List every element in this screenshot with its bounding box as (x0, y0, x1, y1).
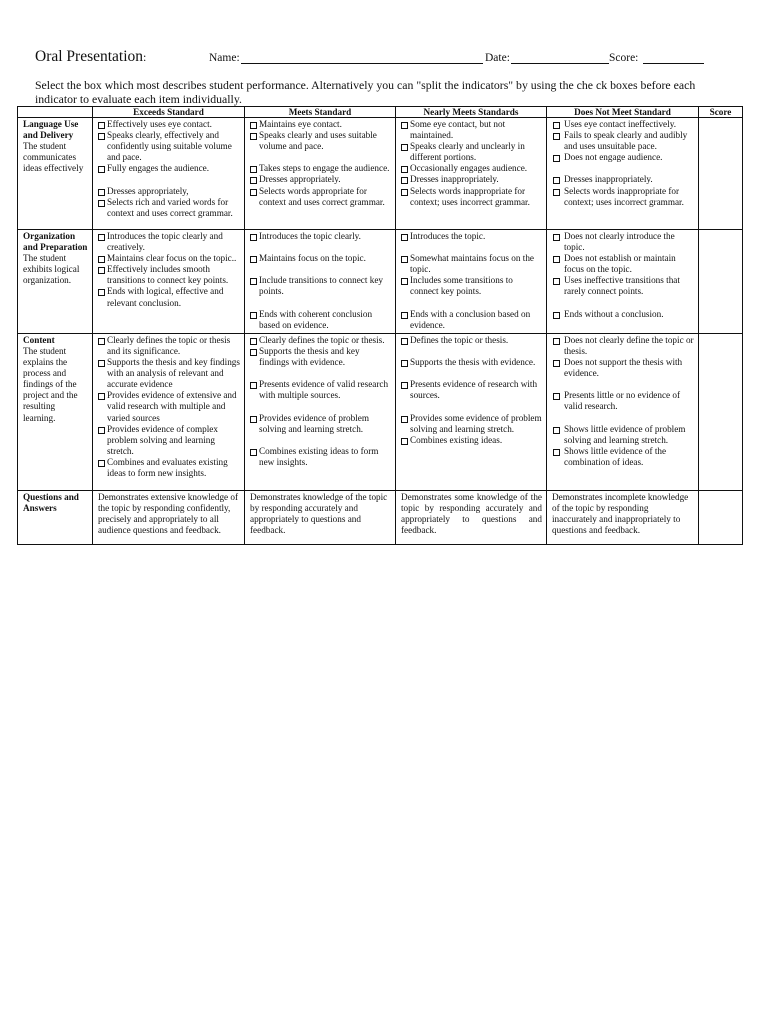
indicator-checkbox[interactable] (98, 267, 105, 274)
indicator-text: Introduces the topic clearly. (259, 231, 361, 241)
criterion-cell (18, 490, 93, 544)
indicator-checkbox[interactable] (98, 256, 105, 263)
indicator-item (250, 163, 391, 174)
indicator-checkbox[interactable] (98, 393, 105, 400)
spacer (250, 298, 391, 309)
criterion-cell (18, 230, 93, 334)
indicator-item (98, 231, 240, 253)
criterion-name: Language Use and Delivery (23, 119, 79, 141)
level-cell-does-not-meet (547, 333, 699, 490)
indicator-checkbox[interactable] (401, 144, 408, 151)
indicator-item (552, 152, 694, 163)
level-cell-meets (245, 333, 396, 490)
spacer (250, 264, 391, 275)
indicator-checkbox[interactable] (98, 427, 105, 434)
indicator-checkbox[interactable] (553, 449, 560, 456)
indicator-item (552, 390, 694, 412)
indicator-text: Selects words inappropriate for context; uses incorrect grammar. (564, 185, 684, 207)
spacer (552, 379, 694, 390)
level-description: Demonstrates incomplete knowledge of the topic by responding inaccurately and inappropriately to questions and feedback. (552, 491, 689, 536)
indicator-checkbox[interactable] (250, 338, 257, 345)
indicator-text: Includes some transitions to connect key points. (410, 275, 513, 297)
criterion-description: The student explains the process and findings of the project and the resulting learning. (23, 345, 78, 423)
indicator-checkbox[interactable] (250, 189, 257, 196)
indicator-text: Ends without a conclusion. (564, 308, 664, 319)
header-cell-score: Score (699, 107, 743, 118)
indicator-item (98, 390, 240, 423)
criterion-name: Organization and Preparation (23, 231, 88, 253)
indicator-item (552, 253, 694, 275)
indicator-checkbox[interactable] (250, 177, 257, 184)
indicator-checkbox[interactable] (98, 166, 105, 173)
indicator-item (98, 457, 240, 479)
level-description: Demonstrates some knowledge of the topic by responding accurately and appropriately to questions and feedback. (401, 491, 542, 536)
level-description: Demonstrates extensive knowledge of the topic by responding confidently, precisely and appropriately to all audience questions and feedback. (98, 491, 239, 536)
indicator-item (401, 231, 542, 242)
level-cell-nearly-meets (396, 118, 547, 230)
indicator-text: Provides evidence of problem solving and learning stretch. (259, 412, 369, 434)
indicator-checkbox[interactable] (250, 256, 257, 263)
indicator-item (250, 309, 391, 331)
indicator-item (250, 186, 391, 208)
indicator-item (250, 379, 391, 401)
level-cell-exceeds (93, 333, 245, 490)
indicator-checkbox[interactable] (401, 177, 408, 184)
indicator-checkbox[interactable] (401, 278, 408, 285)
indicator-item (250, 346, 391, 368)
level-description: Demonstrates knowledge of the topic by responding accurately and appropriately to questions and feedback. (250, 491, 388, 536)
indicator-text: Shows little evidence of problem solving and learning stretch. (564, 423, 686, 445)
indicator-item (250, 174, 391, 185)
indicator-checkbox[interactable] (98, 234, 105, 241)
indicator-checkbox[interactable] (250, 133, 257, 140)
indicator-item (98, 130, 240, 163)
indicator-text: Clearly defines the topic or thesis. (259, 334, 385, 345)
indicator-checkbox[interactable] (401, 122, 408, 129)
level-cell-exceeds (93, 490, 245, 544)
indicator-checkbox[interactable] (553, 133, 560, 140)
criterion-cell (18, 118, 93, 230)
date-field[interactable] (485, 51, 609, 64)
spacer (401, 346, 542, 357)
spacer (250, 435, 391, 446)
score-field[interactable] (609, 51, 704, 64)
indicator-checkbox[interactable] (553, 155, 560, 162)
indicator-text: Introduces the topic. (410, 231, 486, 241)
indicator-item (401, 435, 542, 446)
indicator-checkbox[interactable] (98, 338, 105, 345)
indicator-checkbox[interactable] (250, 382, 257, 389)
indicator-checkbox[interactable] (250, 122, 257, 129)
level-cell-exceeds (93, 230, 245, 334)
indicator-text: Maintains eye contact. (259, 119, 342, 129)
indicator-text: Provides some evidence of problem solving and learning stretch. (410, 412, 542, 434)
indicator-text: Dresses inappropriately. (410, 174, 499, 185)
indicator-item (552, 275, 694, 297)
spacer (401, 368, 542, 379)
indicator-text: Ends with a conclusion based on evidence. (410, 308, 531, 330)
spacer (552, 413, 694, 424)
indicator-text: Supports the thesis and key findings with evidence. (259, 345, 360, 368)
date-blank-line[interactable] (511, 51, 609, 64)
indicator-checkbox[interactable] (401, 256, 408, 263)
indicator-item (250, 446, 391, 468)
indicator-text: Dresses inappropriately. (564, 174, 653, 185)
criterion-description: The student communicates ideas effectively (23, 141, 84, 174)
indicator-text: Presents evidence of research with sources. (410, 379, 538, 401)
indicator-text: Include transitions to connect key points. (259, 275, 383, 297)
indicator-item (250, 130, 391, 152)
header-cell-criteria (18, 107, 93, 118)
indicator-text: Ends with coherent conclusion based on evidence. (259, 308, 373, 330)
indicator-text: Speaks clearly, effectively and confidently using suitable volume and pace. (107, 130, 232, 163)
indicator-item (401, 253, 542, 275)
criterion-name: Questions and Answers (23, 491, 79, 513)
indicator-item (552, 357, 694, 379)
spacer (98, 174, 240, 185)
indicator-item (552, 446, 694, 468)
indicator-checkbox[interactable] (401, 438, 408, 445)
spacer (250, 152, 391, 163)
indicator-item (250, 119, 391, 130)
date-label: Date: (485, 52, 510, 64)
indicator-text: Introduces the topic clearly and creatively. (107, 231, 223, 253)
indicator-text: Does not clearly introduce the topic. (564, 231, 675, 253)
indicator-text: Effectively includes smooth transitions to connect key points. (107, 264, 229, 286)
form-header (35, 48, 735, 68)
indicator-checkbox[interactable] (553, 177, 560, 184)
indicator-text: Speaks clearly and uses suitable volume and pace. (259, 130, 377, 152)
rubric-row (18, 490, 743, 544)
indicator-checkbox[interactable] (401, 416, 408, 423)
indicator-text: Some eye contact, but not maintained. (410, 119, 506, 141)
indicator-text: Selects rich and varied words for context and uses correct grammar. (107, 196, 233, 218)
indicator-text: Dresses appropriately. (259, 174, 341, 185)
level-cell-meets (245, 230, 396, 334)
indicator-text: Ends with logical, effective and relevant conclusion. (107, 286, 224, 308)
indicator-checkbox[interactable] (98, 122, 105, 129)
indicator-checkbox[interactable] (553, 278, 560, 285)
indicator-checkbox[interactable] (250, 449, 257, 456)
indicator-text: Selects words inappropriate for context; uses incorrect grammar. (410, 185, 530, 207)
spacer (250, 401, 391, 412)
indicator-item (98, 357, 240, 390)
level-cell-exceeds (93, 118, 245, 230)
score-cell[interactable] (699, 118, 743, 230)
indicator-checkbox[interactable] (98, 460, 105, 467)
indicator-item (250, 335, 391, 346)
instructions-text: Select the box which most describes student performance. Alternatively you can "split the indicators" by using the che ck boxes before each indicator to evaluate each item individually. (35, 78, 696, 106)
indicator-item (401, 379, 542, 401)
indicator-text: Presents little or no evidence of valid research. (564, 390, 681, 412)
score-cell[interactable] (699, 333, 743, 490)
rubric-table (17, 106, 743, 545)
indicator-text: Defines the topic or thesis. (410, 334, 509, 345)
indicator-text: Effectively uses eye contact. (107, 119, 212, 129)
indicator-text: Clearly defines the topic or thesis and its significance. (107, 334, 231, 356)
indicator-item (250, 275, 391, 297)
score-cell[interactable] (699, 230, 743, 334)
indicator-item (250, 413, 391, 435)
indicator-text: Uses ineffective transitions that rarely connect points. (564, 275, 680, 297)
indicator-item (401, 357, 542, 368)
level-cell-nearly-meets (396, 333, 547, 490)
indicator-text: Does not support the thesis with evidence. (564, 357, 683, 379)
level-cell-nearly-meets (396, 230, 547, 334)
indicator-text: Shows little evidence of the combination of ideas. (564, 445, 667, 467)
indicator-text: Takes steps to engage the audience. (259, 163, 390, 174)
spacer (401, 401, 542, 412)
header-cell-nearly-meets: Nearly Meets Standards (396, 107, 547, 118)
indicator-text: Combines and evaluates existing ideas to form new insights. (107, 456, 228, 478)
indicator-text: Provides evidence of extensive and valid research with multiple and varied sources (107, 390, 237, 423)
indicator-text: Uses eye contact ineffectively. (564, 119, 676, 129)
indicator-checkbox[interactable] (98, 289, 105, 296)
indicator-text: Occasionally engages audience. (410, 163, 528, 174)
indicator-checkbox[interactable] (553, 234, 560, 241)
spacer (552, 163, 694, 174)
rubric-row (18, 333, 743, 490)
indicator-checkbox[interactable] (250, 416, 257, 423)
page-title: Oral Presentation: (35, 48, 147, 65)
indicator-item (98, 335, 240, 357)
indicator-item (98, 253, 240, 264)
indicator-item (250, 231, 391, 242)
indicator-checkbox[interactable] (401, 382, 408, 389)
indicator-item (552, 174, 694, 185)
indicator-checkbox[interactable] (553, 393, 560, 400)
indicator-checkbox[interactable] (98, 189, 105, 196)
indicator-checkbox[interactable] (553, 189, 560, 196)
indicator-item (98, 286, 240, 308)
header-cell-does-not-meet: Does Not Meet Standard (547, 107, 699, 118)
rubric-row (18, 118, 743, 230)
indicator-item (401, 174, 542, 185)
indicator-checkbox[interactable] (553, 338, 560, 345)
indicator-text: Fails to speak clearly and audibly and uses unsuitable pace. (564, 130, 688, 152)
indicator-checkbox[interactable] (98, 360, 105, 367)
indicator-checkbox[interactable] (553, 427, 560, 434)
score-blank-line[interactable] (643, 51, 704, 64)
indicator-checkbox[interactable] (401, 166, 408, 173)
score-cell[interactable] (699, 490, 743, 544)
indicator-item (98, 264, 240, 286)
indicator-text: Does not establish or maintain focus on the topic. (564, 253, 676, 275)
indicator-text: Combines existing ideas to form new insights. (259, 445, 379, 467)
header-row (18, 107, 743, 118)
indicator-item (401, 163, 542, 174)
indicator-item (98, 186, 240, 197)
indicator-checkbox[interactable] (553, 256, 560, 263)
indicator-item (250, 253, 391, 264)
indicator-checkbox[interactable] (553, 122, 560, 129)
indicator-item (98, 197, 240, 219)
level-cell-nearly-meets (396, 490, 547, 544)
indicator-item (552, 424, 694, 446)
indicator-checkbox[interactable] (250, 234, 257, 241)
indicator-text: Dresses appropriately, (107, 185, 189, 196)
indicator-item (401, 186, 542, 208)
name-field[interactable] (209, 51, 483, 64)
indicator-checkbox[interactable] (250, 166, 257, 173)
indicator-checkbox[interactable] (250, 312, 257, 319)
indicator-text: Provides evidence of complex problem solving and learning stretch. (107, 423, 218, 456)
indicator-checkbox[interactable] (401, 360, 408, 367)
indicator-text: Supports the thesis with evidence. (410, 357, 536, 368)
criterion-description: The student exhibits logical organization. (23, 253, 80, 286)
indicator-text: Does not engage audience. (564, 152, 663, 163)
spacer (401, 298, 542, 309)
level-cell-meets (245, 490, 396, 544)
indicator-text: Maintains focus on the topic. (259, 253, 366, 264)
indicator-item (552, 335, 694, 357)
indicator-text: Presents evidence of valid research with multiple sources. (259, 379, 389, 401)
name-label: Name: (209, 52, 240, 64)
indicator-text: Selects words appropriate for context and uses correct grammar. (259, 185, 385, 207)
indicator-item (401, 275, 542, 297)
indicator-item (552, 130, 694, 152)
name-blank-line[interactable] (241, 51, 483, 64)
indicator-checkbox[interactable] (250, 349, 257, 356)
spacer (401, 242, 542, 253)
indicator-text: Somewhat maintains focus on the topic. (410, 253, 535, 275)
indicator-checkbox[interactable] (401, 312, 408, 319)
indicator-checkbox[interactable] (553, 312, 560, 319)
indicator-item (98, 424, 240, 457)
indicator-item (552, 309, 694, 320)
indicator-checkbox[interactable] (98, 200, 105, 207)
indicator-text: Does not clearly define the topic or thesis. (564, 334, 694, 356)
indicator-item (552, 186, 694, 208)
rubric-row (18, 230, 743, 334)
indicator-item (98, 119, 240, 130)
indicator-item (552, 119, 694, 130)
indicator-item (401, 335, 542, 346)
criterion-cell (18, 333, 93, 490)
spacer (250, 368, 391, 379)
indicator-text: Supports the thesis and key findings with an analysis of relevant and accurate evidence (107, 357, 240, 390)
indicator-item (552, 231, 694, 253)
criterion-name: Content (23, 334, 55, 345)
indicator-text: Fully engages the audience. (107, 163, 210, 174)
score-label: Score: (609, 52, 639, 64)
level-cell-meets (245, 118, 396, 230)
indicator-checkbox[interactable] (250, 278, 257, 285)
indicator-item (401, 141, 542, 163)
indicator-text: Combines existing ideas. (410, 434, 503, 445)
indicator-checkbox[interactable] (98, 133, 105, 140)
indicator-checkbox[interactable] (401, 234, 408, 241)
indicator-text: Maintains clear focus on the topic.. (107, 253, 237, 264)
header-cell-meets: Meets Standard (245, 107, 396, 118)
level-cell-does-not-meet (547, 230, 699, 334)
spacer (552, 298, 694, 309)
indicator-item (401, 309, 542, 331)
indicator-item (401, 119, 542, 141)
header-cell-exceeds: Exceeds Standard (93, 107, 245, 118)
indicator-item (401, 413, 542, 435)
indicator-checkbox[interactable] (553, 360, 560, 367)
level-cell-does-not-meet (547, 118, 699, 230)
indicator-text: Speaks clearly and unclearly in different portions. (410, 141, 525, 163)
level-cell-does-not-meet (547, 490, 699, 544)
indicator-item (98, 163, 240, 174)
indicator-checkbox[interactable] (401, 338, 408, 345)
spacer (250, 242, 391, 253)
indicator-checkbox[interactable] (401, 189, 408, 196)
